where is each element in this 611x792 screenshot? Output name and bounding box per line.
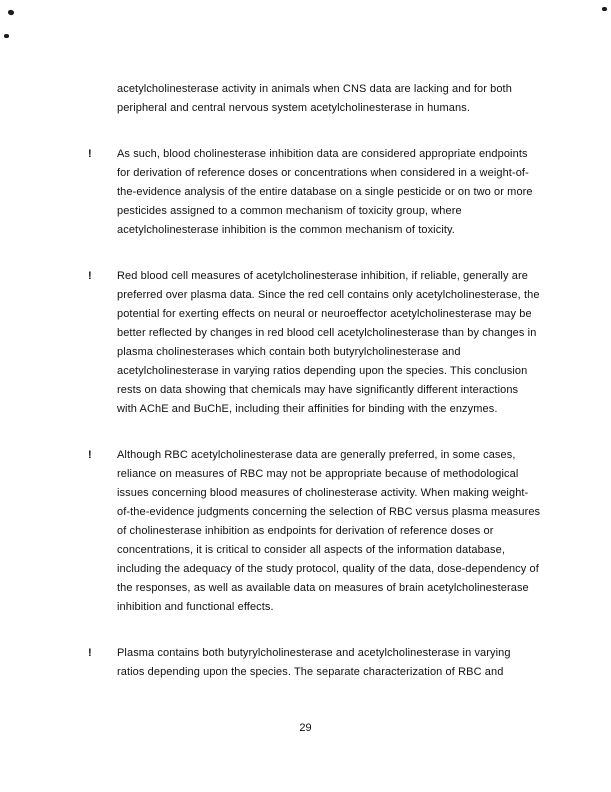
- bullet-text: Although RBC acetylcholinesterase data are generally preferred, in some cases, reliance on measures of RBC may not be appropriate because of methodological issues concerning blood measures of cholinesterase activity. When making weight-of-the-evidence judgments concerning the selection of RBC versus plasma measures of cholinesterase inhibition as endpoints for derivation of reference doses or concentrations, it is critical to consider all aspects of the information database, including the adequacy of the study protocol, quality of the data, dose-dependency of the responses, as well as available data on measures of brain acetylcholinesterase inhibition and functional effects.: [117, 449, 541, 613]
- bullet-item: [88, 446, 541, 617]
- bullet-marker: !: [88, 647, 92, 659]
- bullet-marker: !: [88, 270, 92, 282]
- page-number: 29: [299, 722, 312, 734]
- bullet-text: Plasma contains both butyrylcholinesterase and acetylcholinesterase in varying ratios depending upon the species. The separate characterization of RBC and: [117, 647, 511, 678]
- scan-artifact: [602, 7, 607, 11]
- bullet-marker: !: [88, 449, 92, 461]
- bullet-marker: !: [88, 148, 92, 160]
- bullet-item: [88, 644, 541, 682]
- bullet-text: Red blood cell measures of acetylcholinesterase inhibition, if reliable, generally are preferred over plasma data. Since the red cell contains only acetylcholinesterase, the potential for exerting effects on neural or neuroeffector acetylcholinesterase may be better reflected by changes in red blood cell acetylcholinesterase than by changes in plasma cholinesterases which contain both butyrylcholinesterase and acetylcholinesterase in varying ratios depending upon the species. This conclusion rests on data showing that chemicals may have significantly different interactions with AChE and BuChE, including their affinities for binding with the enzymes.: [117, 270, 540, 415]
- document-body: [88, 80, 541, 709]
- bullet-text: As such, blood cholinesterase inhibition data are considered appropriate endpoints for derivation of reference doses or concentrations when considered in a weight-of-the-evidence analysis of the entire database on a single pesticide or on two or more pesticides assigned to a common mechanism of toxicity group, where acetylcholinesterase inhibition is the common mechanism of toxicity.: [117, 148, 533, 236]
- scan-artifact: [4, 34, 9, 38]
- bullet-item: [88, 145, 541, 240]
- bullet-item: [88, 267, 541, 419]
- paragraph-continuation: acetylcholinesterase activity in animals when CNS data are lacking and for both peripheral and central nervous system acetylcholinesterase in humans.: [117, 83, 512, 114]
- scan-artifact: [7, 9, 14, 15]
